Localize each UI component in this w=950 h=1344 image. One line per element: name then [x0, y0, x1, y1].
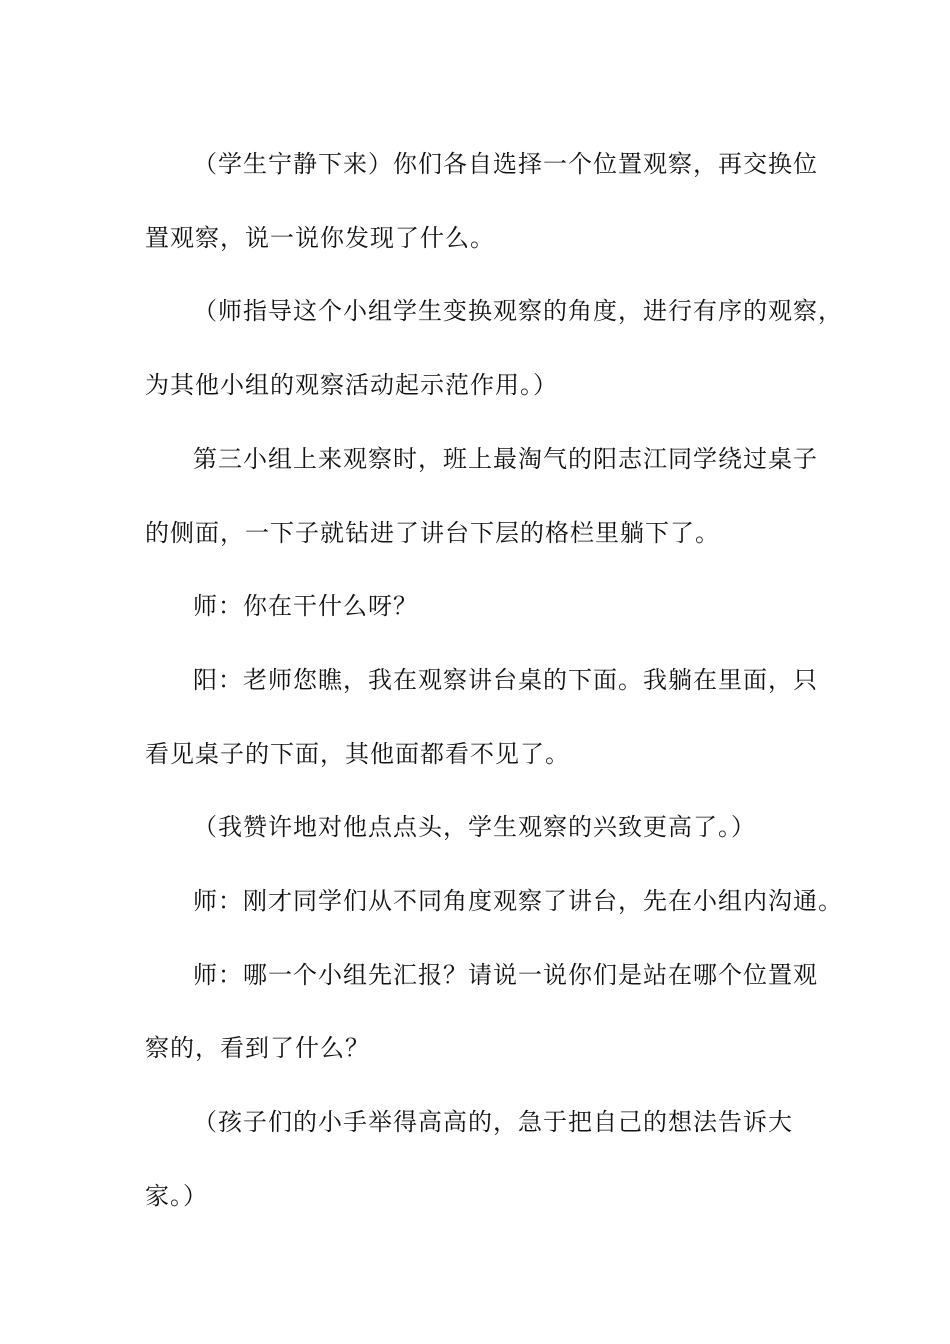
- paragraph-1: [145, 128, 825, 275]
- document-body: [145, 128, 843, 1234]
- paragraph-4-line-1: 师：你在干什么呀？: [193, 592, 418, 621]
- paragraph-8-line-1: 师：哪一个小组先汇报？请说一说你们是站在哪个位置观: [193, 960, 818, 989]
- paragraph-4: [145, 570, 825, 644]
- paragraph-5-line-2: 看见桌子的下面，其他面都看不见了。: [145, 739, 570, 768]
- paragraph-1-line-2: 置观察，说一说你发现了什么。: [145, 223, 495, 252]
- paragraph-5: [145, 644, 825, 791]
- paragraph-3-line-2: 的侧面，一下子就钻进了讲台下层的格栏里躺下了。: [145, 518, 720, 547]
- paragraph-2-line-1: （师指导这个小组学生变换观察的角度，进行有序的观察，: [193, 297, 843, 326]
- paragraph-5-line-1: 阳：老师您瞧，我在观察讲台桌的下面。我躺在里面，只: [193, 665, 818, 694]
- paragraph-6: [145, 791, 825, 865]
- paragraph-1-line-1: （学生宁静下来）你们各自选择一个位置观察，再交换位: [193, 150, 818, 178]
- paragraph-3-line-1: 第三小组上来观察时，班上最淘气的阳志江同学绕过桌子: [193, 444, 818, 473]
- paragraph-3: [145, 423, 825, 570]
- paragraph-9-line-1: （孩子们的小手举得高高的，急于把自己的想法告诉大: [193, 1108, 793, 1137]
- paragraph-2-line-2: 为其他小组的观察活动起示范作用。）: [145, 371, 558, 400]
- paragraph-2: [145, 275, 843, 422]
- paragraph-7-line-1: 师：刚才同学们从不同角度观察了讲台，先在小组内沟通。: [193, 887, 843, 916]
- paragraph-8: [145, 939, 825, 1086]
- paragraph-9-line-2: 家。）: [145, 1181, 208, 1210]
- paragraph-9: [145, 1086, 825, 1233]
- paragraph-7: [145, 865, 843, 939]
- paragraph-8-line-2: 察的，看到了什么？: [145, 1034, 370, 1063]
- paragraph-6-line-1: （我赞许地对他点点头，学生观察的兴致更高了。）: [193, 813, 756, 842]
